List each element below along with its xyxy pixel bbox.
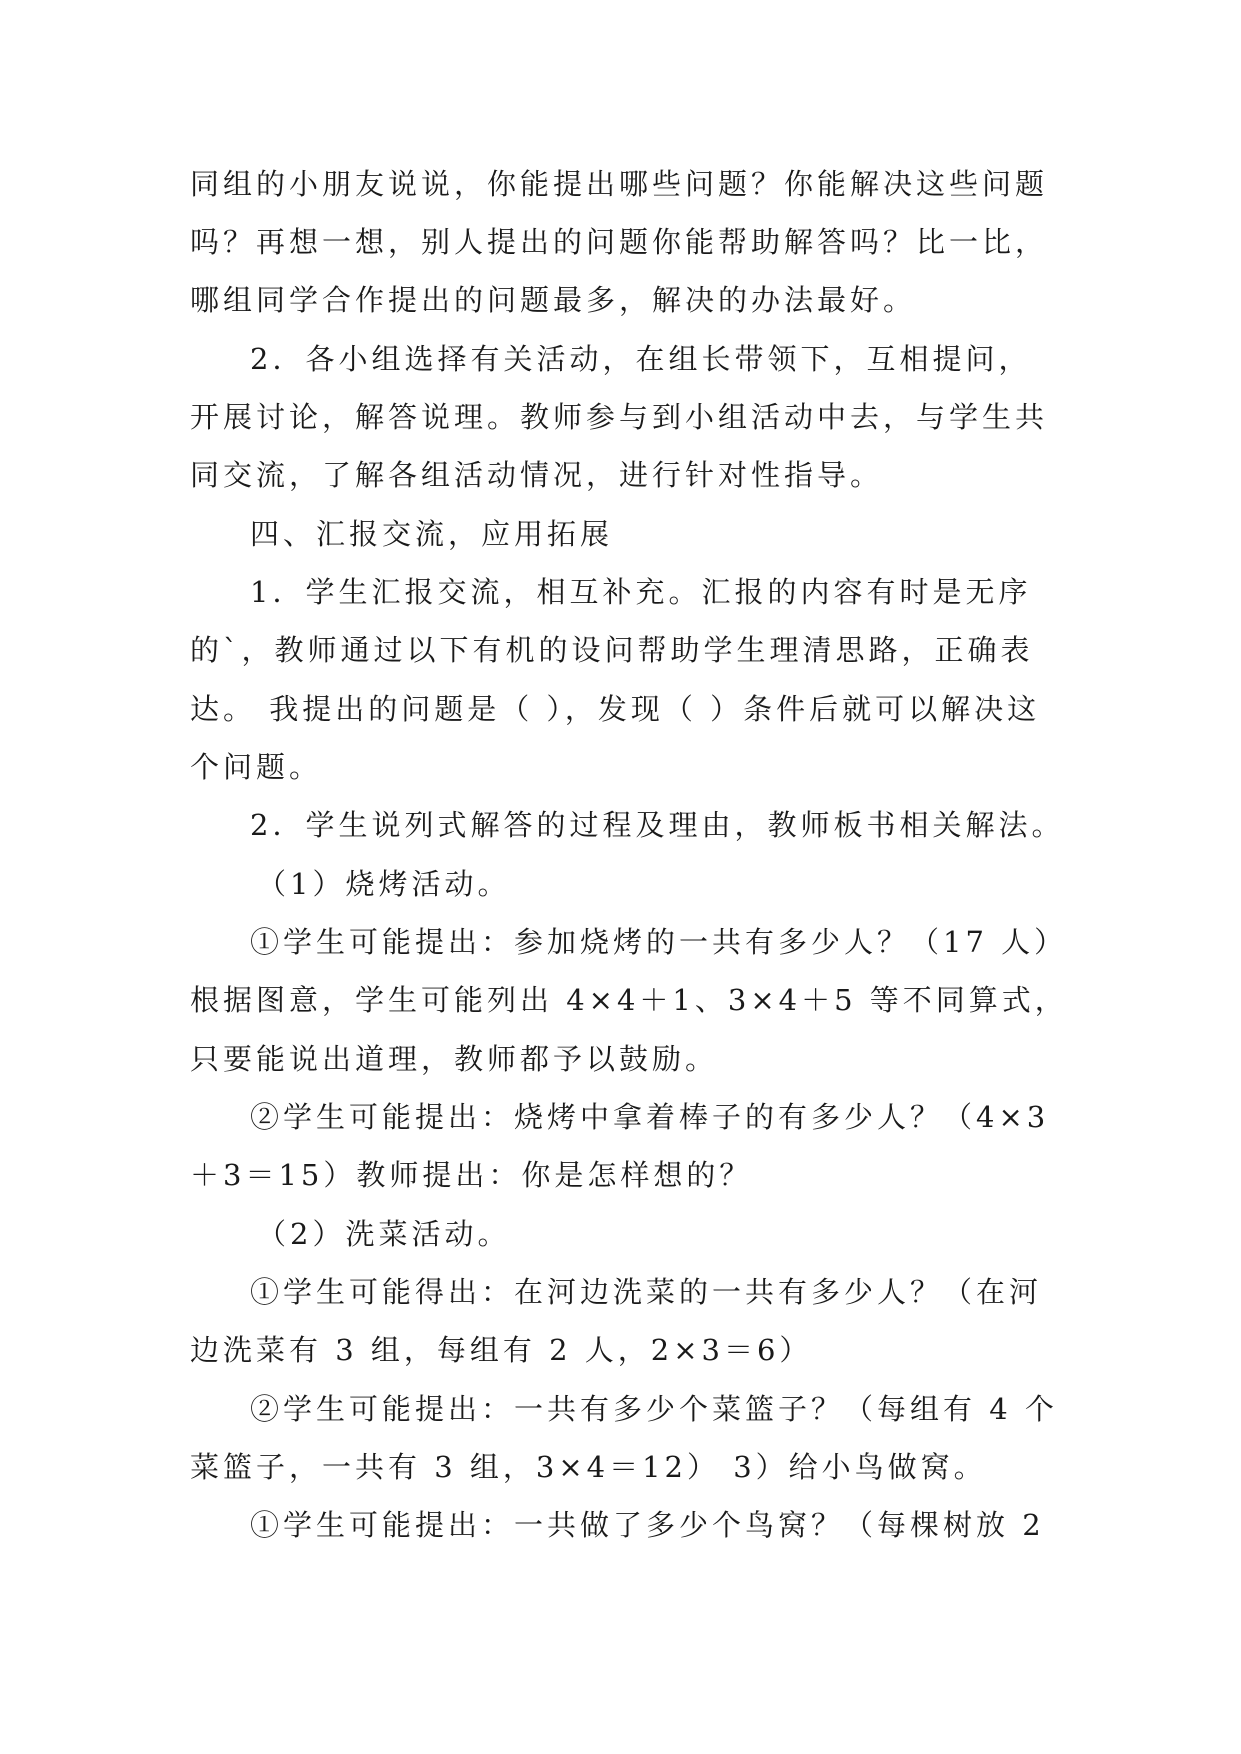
text-line: 2．学生说列式解答的过程及理由，教师板书相关解法。 [250, 808, 1065, 842]
text-line: ①学生可能提出：参加烧烤的一共有多少人？（17 人） [250, 925, 1068, 959]
text-line: 1．学生汇报交流，相互补充。汇报的内容有时是无序 [250, 575, 1032, 609]
text-line: ①学生可能得出：在河边洗菜的一共有多少人？（在河 [250, 1275, 1043, 1309]
text-line: 个问题。 [190, 750, 323, 784]
text-line: 2．各小组选择有关活动，在组长带领下，互相提问， [250, 342, 1032, 376]
text-line: ②学生可能提出：一共有多少个菜篮子？（每组有 4 个 [250, 1392, 1058, 1426]
text-line: 根据图意，学生可能列出 4×4＋1、3×4＋5 等不同算式， [190, 983, 1068, 1017]
text-line: ＋3＝15）教师提出：你是怎样想的？ [190, 1158, 753, 1192]
text-line: ②学生可能提出：烧烤中拿着棒子的有多少人？（4×3 [250, 1100, 1050, 1134]
subsection-heading: （1）烧烤活动。 [257, 867, 511, 901]
text-line: 哪组同学合作提出的问题最多，解决的办法最好。 [190, 283, 917, 317]
text-line: 只要能说出道理，教师都予以鼓励。 [190, 1042, 719, 1076]
text-line: 边洗菜有 3 组，每组有 2 人，2×3＝6） [190, 1333, 813, 1367]
text-line: 吗？再想一想，别人提出的问题你能帮助解答吗？比一比， [190, 225, 1049, 259]
text-line: 的`，教师通过以下有机的设问帮助学生理清思路，正确表 [190, 633, 1034, 667]
text-line: 达。 我提出的问题是（ ），发现（ ）条件后就可以解决这 [190, 692, 1041, 726]
text-line: 同交流，了解各组活动情况，进行针对性指导。 [190, 458, 884, 492]
subsection-heading: （2）洗菜活动。 [257, 1217, 511, 1251]
text-line: 开展讨论，解答说理。教师参与到小组活动中去，与学生共 [190, 400, 1049, 434]
text-line: 菜篮子，一共有 3 组，3×4＝12） 3）给小鸟做窝。 [190, 1450, 987, 1484]
text-line: ①学生可能提出：一共做了多少个鸟窝？（每棵树放 2 [250, 1508, 1045, 1542]
text-line: 同组的小朋友说说，你能提出哪些问题？你能解决这些问题 [190, 167, 1049, 201]
section-heading: 四、汇报交流，应用拓展 [250, 517, 614, 551]
